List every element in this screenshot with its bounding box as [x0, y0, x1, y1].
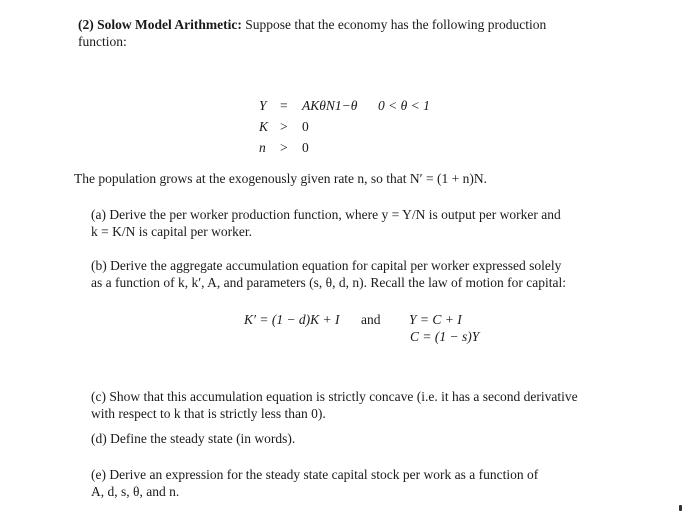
row3-rel: >	[280, 140, 288, 155]
law-eq3: C = (1 − s)Y	[410, 329, 480, 344]
row1-cond: 0 < θ < 1	[378, 98, 430, 113]
row3-rhs: 0	[302, 140, 309, 155]
part-c-line2: with respect to k that is strictly less than 0).	[91, 406, 326, 421]
row3-lhs: n	[259, 140, 266, 155]
problem-intro-line1: Suppose that the economy has the following production	[245, 17, 547, 32]
problem-intro-line2: function:	[78, 34, 127, 49]
row2-rel: >	[280, 119, 288, 134]
part-c	[91, 388, 578, 422]
law-eq2: Y = C + I	[409, 312, 462, 327]
part-a-line2: k = K/N is capital per worker.	[91, 224, 252, 239]
part-d	[91, 430, 295, 447]
part-b-line2: as a function of k, k′, A, and parameters (s, θ, d, n). Recall the law of motion for capital:	[91, 275, 567, 290]
row2-lhs: K	[259, 119, 269, 134]
row1-rhs: AKθN1−θ	[302, 98, 358, 113]
problem-heading	[78, 16, 638, 50]
part-c-line1: (c) Show that this accumulation equation is strictly concave (i.e. it has a second derivative	[91, 389, 578, 404]
page-marker-dot	[679, 505, 682, 511]
part-a-line1: (a) Derive the per worker production function, where y = Y/N is output per worker and	[91, 207, 561, 222]
part-e	[91, 466, 538, 500]
law-eq1: K′ = (1 − d)K + I	[244, 312, 340, 327]
part-a	[91, 206, 561, 240]
row1-lhs: Y	[259, 98, 267, 113]
part-e-line1: (e) Derive an expression for the steady state capital stock per work as a function of	[91, 467, 539, 482]
part-b	[91, 257, 566, 291]
population-text: The population grows at the exogenously given rate n, so that N′ = (1 + n)N.	[74, 171, 487, 186]
row1-rel: =	[280, 98, 288, 113]
law-connector: and	[361, 312, 381, 327]
part-b-line1: (b) Derive the aggregate accumulation equation for capital per worker expressed solely	[91, 258, 562, 273]
part-e-line2: A, d, s, θ, and n.	[91, 484, 180, 499]
part-d-line1: (d) Define the steady state (in words).	[91, 431, 296, 446]
row2-rhs: 0	[302, 119, 309, 134]
problem-title: (2) Solow Model Arithmetic:	[78, 17, 242, 32]
